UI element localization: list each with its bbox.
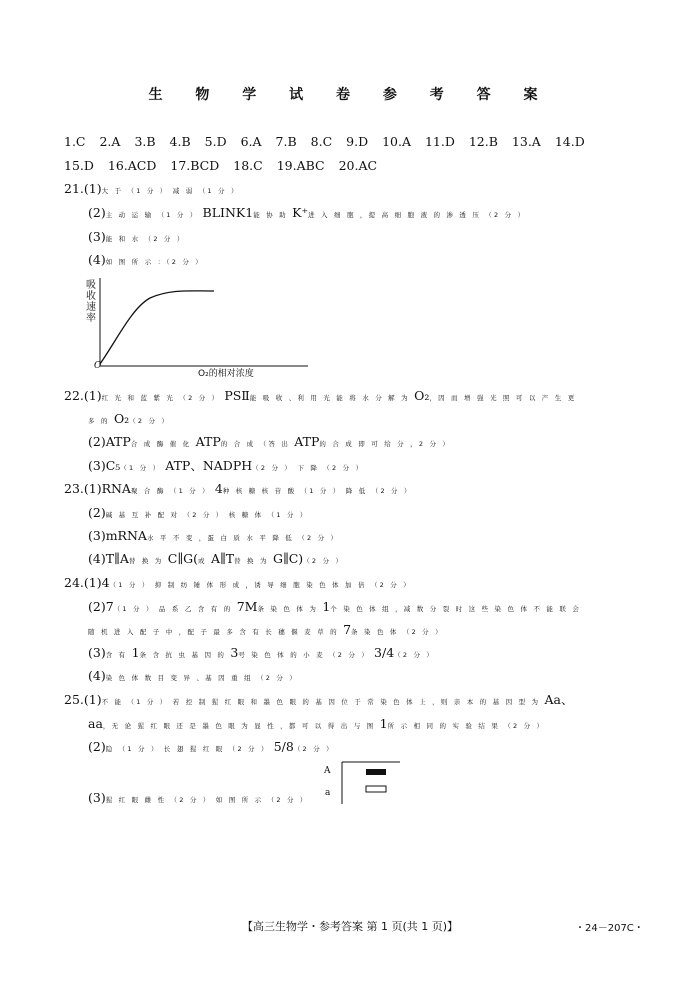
- q23-line1: 23.(1)RNA聚 合 酶 （1 分 ） 4种 核 糖 核 苷 酸 （1 分 ） 降 低 （2 分 ）: [64, 481, 413, 496]
- gel-label-a: a: [325, 788, 331, 798]
- q23-line2: (2)碱 基 互 补 配 对 （2 分 ） 核 糖 体 （1 分 ）: [88, 505, 309, 520]
- absorption-rate-graph: [80, 278, 310, 378]
- mc-answer: 18.C: [233, 158, 263, 173]
- q23-line4: (4)T∥A替 换 为 C∥G(或 A∥T替 换 为 G∥C)（2 分 ）: [88, 551, 345, 566]
- q25-line1: 25.(1)不 能 （1 分 ） 若 控 制 猩 红 眼 和 墨 色 眼 的 基 因 位 于 常 染 色 体 上 ，则 亲 本 的 基 因 型 为 Aa、: [64, 692, 574, 707]
- mc-answer: 5.D: [204, 134, 227, 149]
- q24-line2: (2)7（1 分 ） 品 系 乙 含 有 的 7M条 染 色 体 为 1个 染 色 体 组 ，减 数 分 裂 时 这 些 染 色 体 不 能 联 会: [88, 599, 582, 614]
- q22-line3: (2)ATP合 成 酶 催 化 ATP的 合 成 （答 出 ATP的 合 成 即 可 给 分 ，2 分 ）: [88, 434, 452, 449]
- mc-answer: 4.B: [169, 134, 191, 149]
- graph-origin: O: [94, 361, 102, 371]
- q24-line1: 24.(1)4（1 分 ） 抑 制 纺 锤 体 形 成 ，诱 导 细 胞 染 色 体 加 倍 （2 分 ）: [64, 575, 412, 590]
- page-footer: 【高三生物学・参考答案 第 1 页(共 1 页)】: [241, 920, 459, 933]
- graph-x-label: O₂的相对浓度: [198, 369, 254, 379]
- mc-answer: 13.A: [511, 134, 541, 149]
- q22-line4: (3)C₅（1 分 ） ATP、NADPH（2 分 ） 下 降 （2 分 ）: [88, 458, 365, 473]
- mc-answer: 2.A: [99, 134, 121, 149]
- band-a: [366, 786, 386, 792]
- mc-answer: 1.C: [64, 134, 86, 149]
- q25-line4: (3)猩 红 眼 雌 性 （2 分 ） 如 图 所 示 （2 分 ）: [88, 790, 309, 805]
- q24-line4: (3)含 有 1条 含 抗 虫 基 因 的 3号 染 色 体 的 小 麦 （2 分 ） 3/4（2 分 ）: [88, 645, 436, 660]
- electrophoresis-diagram: [320, 760, 400, 806]
- mc-answer: 8.C: [310, 134, 333, 149]
- curve: [100, 291, 214, 364]
- mc-answer: 20.AC: [338, 158, 378, 173]
- mc-answer: 19.ABC: [276, 158, 325, 173]
- mc-answer: 12.B: [468, 134, 498, 149]
- q25-line2: aa，无 论 猩 红 眼 还 是 墨 色 眼 为 显 性 ，都 可 以 得 出 与 图 1所 示 相 同 的 实 验 结 果 （2 分 ）: [88, 716, 546, 731]
- q21-line4: (4)如 图 所 示 ：（2 分 ）: [88, 252, 205, 267]
- mc-answers-row2: [64, 158, 387, 174]
- q25-line3: (2)隐 （1 分 ） 长 翅 猩 红 眼 （2 分 ） 5/8（2 分 ）: [88, 739, 335, 754]
- mc-answer: 17.BCD: [170, 158, 220, 173]
- q21-line3: (3)能 和 水 （2 分 ）: [88, 229, 186, 244]
- mc-answer: 9.D: [346, 134, 369, 149]
- q22-line2: 多 的 O₂（2 分 ）: [88, 411, 171, 426]
- mc-answer: 15.D: [64, 158, 94, 173]
- mc-answer: 7.B: [275, 134, 297, 149]
- mc-answers-row1: [64, 134, 595, 150]
- band-A: [366, 769, 386, 775]
- q24-line3: 随 机 进 入 配 子 中 ，配 子 最 多 含 有 长 穗 偃 麦 草 的 7条 染 色 体 （2 分 ）: [88, 622, 444, 637]
- q21-line2: (2)主 动 运 输 （1 分 ） BLINK1能 协 助 K⁺进 入 细 胞 ，提 高 细 胞 液 的 渗 透 压 （2 分 ）: [88, 205, 527, 220]
- q21-line1: 21.(1)大 于 （1 分 ） 减 弱 （1 分 ）: [64, 181, 240, 196]
- document-code: ・24－207C・: [575, 923, 644, 934]
- mc-answer: 11.D: [424, 134, 455, 149]
- q22-line1: 22.(1)红 光 和 蓝 紫 光 （2 分 ） PSⅡ能 吸 收 、利 用 光 能 将 水 分 解 为 O₂，因 而 增 强 光 照 可 以 产 生 更: [64, 388, 577, 403]
- gel-label-A: A: [324, 766, 331, 776]
- mc-answer: 3.B: [134, 134, 156, 149]
- page-title: 生 物 学 试 卷 参 考 答 案: [148, 87, 552, 103]
- mc-answer: 6.A: [240, 134, 262, 149]
- mc-answer: 16.ACD: [107, 158, 157, 173]
- mc-answer: 14.D: [554, 134, 585, 149]
- graph-y-label: 吸收速率: [86, 280, 96, 324]
- q24-line5: (4)染 色 体 数 目 变 异 、基 因 重 组 （2 分 ）: [88, 668, 299, 683]
- mc-answer: 10.A: [382, 134, 411, 149]
- q23-line3: (3)mRNA水 平 不 变 ，蛋 白 质 水 平 降 低 （2 分 ）: [88, 528, 340, 543]
